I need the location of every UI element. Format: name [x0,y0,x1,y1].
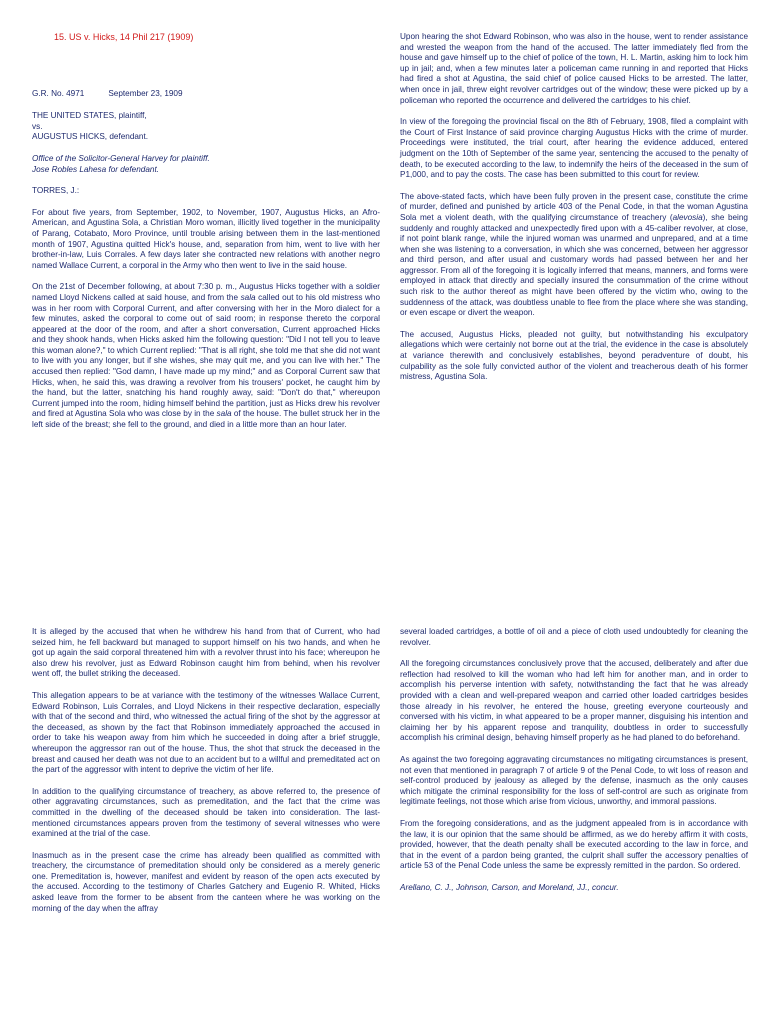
paragraph: On the 21st of December following, at about 7:30 p. m., Augustus Hicks together with a soldier named Lloyd Nickens called at said house, and from the sala called out to his old mistress who was in her room with Corporal Current, and after conversing with her in the Moro dialect for a few minutes, asked the corporal to come out of said room; in response thereto the corporal appeared at the door of the room, and after a short conversation, Current approached Hicks and they shook hands, when Hicks asked him the following question: "Did I not tell you to leave this woman alone?," to which Current replied: "That is all right, she told me that she did not want to live with you any longer, but if she wishes, she may quit me, and you can live with her." The accused then replied: "God damn, I have made up my mind;" and as Corporal Current saw that Hicks, when, he said this, was drawing a revolver from his trousers' pocket, he caught him by the hand, but the latter, snatching his hand roughly away, said: "Don't do that," whereupon Current jumped into the room, hiding himself behind the partition, just as Hicks drew his revolver and fired at Agustina Sola who was close by in the sala of the house. The bullet struck her in the left side of the breast; she fell to the ground, and died in a little more than an hour later. [32,282,380,430]
ponente: TORRES, J.: [32,186,80,196]
concurrence-line: Arellano, C. J., Johnson, Carson, and Moreland, JJ., concur. [400,882,619,892]
page2-right-column [400,627,748,904]
paragraph: This allegation appears to be at variance with the testimony of the witnesses Wallace Current, Edward Robinson, Luis Corrales, and Lloyd Nickens in their respective declaration, especially with that of the second and third, who witnessed the actual firing of the shot by the aggressor at the deceased, as shown by the fact that Robinson immediately approached the accused in order to take his weapon away from him which he succeeded in doing after a brief struggle, whereupon the aggressor ran out of the house. Thus, the shot that struck the deceased in the breast and caused her death was not due to an accident but to a willful and premeditated act on the part of the aggressor with intent to deprive the victim of her life. [32,690,380,775]
gr-line [32,89,380,100]
paragraph: The accused, Augustus Hicks, pleaded not guilty, but notwithstanding his exculpatory allegations which were certainly not borne out at the trial, the evidence in the case is absolutely at variance therewith and conclusively establishes, beyond peradventure of doubt, his culpability as the sole fully convicted author of the violent and treacherous death of his former mistress, Agustina Sola. [400,329,748,382]
paragraph: In view of the foregoing the provincial fiscal on the 8th of February, 1908, filed a complaint with the Court of First Instance of said province charging Augustus Hicks with the crime of murder. Proceedings were instituted, the trial court, after hearing the evidence adduced, entered judgment on the 10th of September of the same year, sentencing the accused to the penalty of death, to be executed according to the law, to indemnify the heirs of the deceased in the sum of P1,000, and to pay the costs. The case has been submitted to this court for review. [400,117,748,180]
paragraph: Upon hearing the shot Edward Robinson, who was also in the house, went to render assistance and wrested the weapon from the hand of the accused. The latter immediately fled from the house and gave himself up to the chief of police of the town, H. L. Martin, asking him to lock him up in jail; and, when a few minutes later a policeman came running in and reported that Hicks had fired a shot at Agustina, the said chief of police caused Hicks to be arrested. The latter, when once in jail, threw eight revolver cartridges out of the window; these were picked up by a policeman who reported the occurrence and delivered the cartridges to his chief. [400,32,748,105]
page1-right-column [400,32,748,394]
paragraph: All the foregoing circumstances conclusively prove that the accused, deliberately and after due reflection had resolved to kill the woman who had left him for another man, and in order to accomplish his perverse intention with safety, notwithstanding the fact that he was already provided with a clean and well-prepared weapon and carried other loaded cartridges besides those already in his revolver, he entered the house, greeting everyone courteously and conversed with his victim, in what appeared to be a proper manner, disguising his intention and claiming her by his apparent repose and tranquility, doubtless in order to successfully accomplish his criminal design, behaving himself properly as he had planed to do beforehand. [400,659,748,743]
decision-date: September 23, 1909 [108,88,183,98]
case-title: 15. US v. Hicks, 14 Phil 217 (1909) [54,32,194,42]
paragraph: The above-stated facts, which have been fully proven in the present case, constitute the crime of murder, defined and punished by article 403 of the Penal Code, in that the woman Agustina Sola met a violent death, with the qualifying circumstance of treachery (alevosia), she being suddenly and roughly attacked and unexpectedly fired upon with a 45-caliber revolver, at close, if not point blank range, while the injured woman was unarmed and unprepared, and at a time when she was listening to a conversation, in which she was concerned, between her aggressor and third person, and after usual and customary words had passed between her and her aggressor. From all of the foregoing it is logically inferred that means, manners, and forms were employed in attack that directly and specially insured the consummation of the crime without such risk to the author thereof as might have been offered by the victim who, owing to the suddenness of the attack, was doubtless unable to flee from the place where she was standing, or even escape or divert the weapon. [400,191,748,318]
paragraph: several loaded cartridges, a bottle of oil and a piece of cloth used undoubtedly for cleaning the revolver. [400,627,748,647]
paragraph: Inasmuch as in the present case the crime has already been qualified as committed with treachery, the circumstance of premeditation should only be considered as a merely generic one. Premeditation is, however, manifest and evident by reason of the open acts executed by the accused. According to the testimony of Charles Gatchery and Eugenio R. Whited, Hicks asked leave from the former to be absent from the canteen where he was working on the morning of the day when the affray [32,850,380,913]
paragraph: For about five years, from September, 1902, to November, 1907, Augustus Hicks, an Afro-American, and Agustina Sola, a Christian Moro woman, illicitly lived together in the municipality of Parang, Cotabato, Moro Province, until trouble arising between them in the last-mentioned month of 1907, Agustina quitted Hick's house, and, separation from him, went to live with her brother-in-law, Luis Corrales. A few days later she contracted new relations with another negro named Wallace Current, a corporal in the Army who then went to live in the said house. [32,207,380,270]
gr-number: G.R. No. 4971 [32,88,85,98]
defendant-name: AUGUSTUS HICKS, defendant. [32,132,149,142]
counsel-plaintiff: Office of the Solicitor-General Harvey for plaintiff. [32,153,210,163]
counsel-defendant: Jose Robles Lahesa for defendant. [32,164,159,174]
paragraph: In addition to the qualifying circumstance of treachery, as above referred to, the presence of other aggravating circumstances, such as premeditation, and the fact that the crime was committed in the dwelling of the deceased should be taken into consideration. The last-mentioned circumstances appears proven from the testimony of several witnesses who were examined at the trial of the case. [32,786,380,839]
page2-left-column [32,627,380,925]
paragraph: From the foregoing considerations, and as the judgment appealed from is in accordance with the law, it is our opinion that the same should be affirmed, as we do hereby affirm it with costs, provided, however, that the death penalty shall be executed according to the law in force, and that in the event of a pardon being granted, the culprit shall suffer the accessory penalties of article 53 of the Penal Code unless the same be expressly remitted in the pardon. So ordered. [400,818,748,871]
versus-label: vs. [32,121,43,131]
paragraph: As against the two foregoing aggravating circumstances no mitigating circumstances is present, not even that mentioned in paragraph 7 of article 9 of the Penal Code, to wit loss of reason and self-control produced by jealousy as alleged by the defense, inasmuch as the only causes which mitigate the criminal responsibility for the loss of self-control are such as originate from legitimate feelings, not those which arise from vicious, unworthy, and immoral passions. [400,754,748,807]
paragraph: It is alleged by the accused that when he withdrew his hand from that of Current, who had seized him, he fell backward but managed to support himself on his two hands, and when he got up again the said corporal threatened him with a revolver thrust into his face; whereupon he also drew his revolver, just as Edward Robinson caught him from behind, when his revolver went off, the bullet striking the deceased. [32,627,380,679]
plaintiff-name: THE UNITED STATES, plaintiff, [32,111,147,121]
page1-left-column [32,32,380,442]
